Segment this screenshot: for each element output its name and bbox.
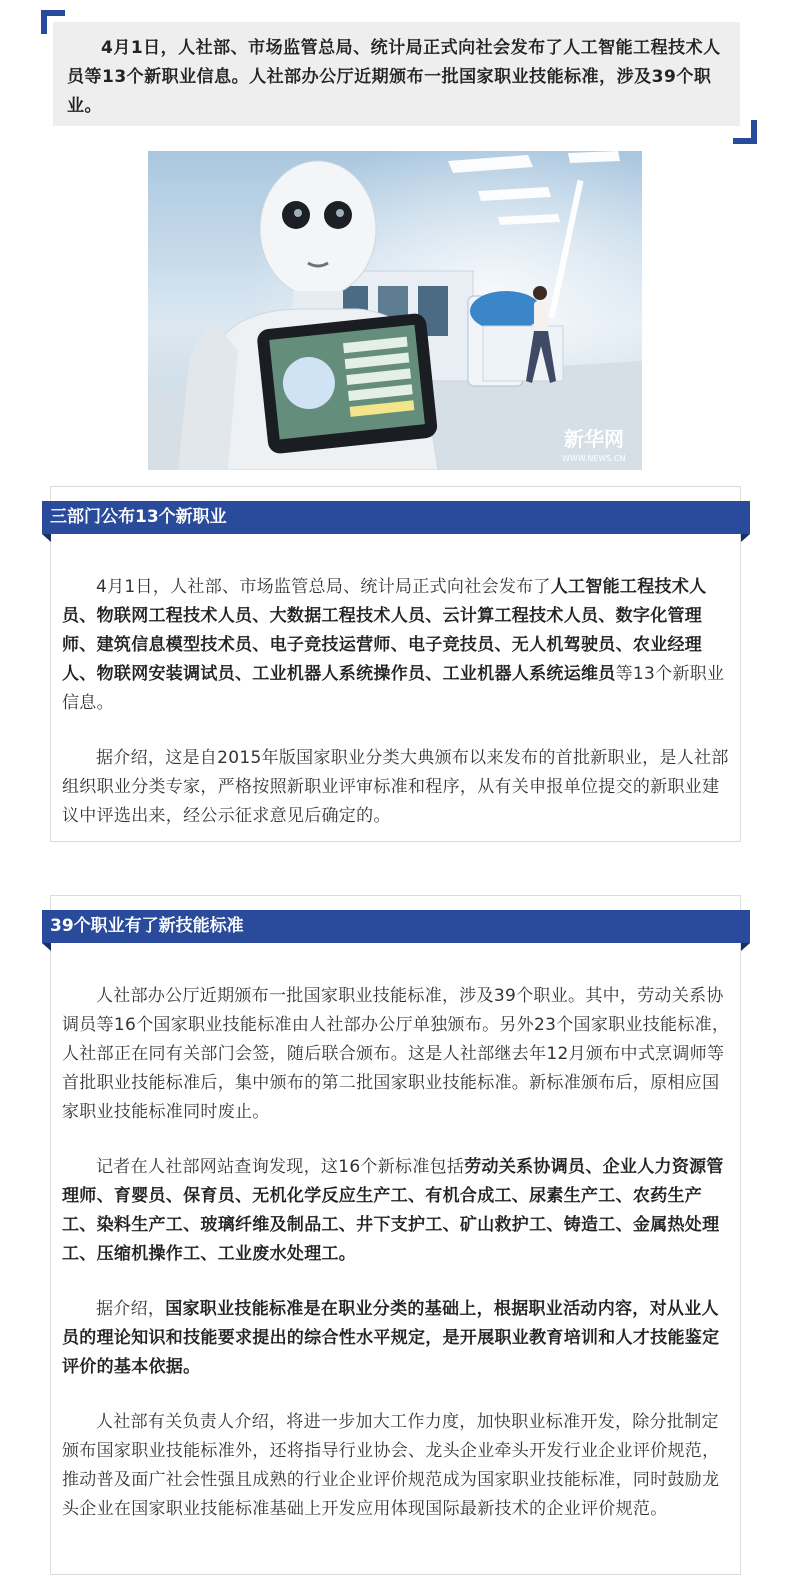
watermark-logo: 新华网 bbox=[564, 427, 624, 451]
robot-photo bbox=[148, 151, 642, 470]
paragraph: 记者在人社部网站查询发现，这16个新标准包括劳动关系协调员、企业人力资源管理师、育婴员、保育员、无机化学反应生产工、有机合成工、尿素生产工、农药生产工、染料生产工、玻璃纤维及制品工、井下支护工、矿山救护工、铸造工、金属热处理工、压缩机操作工、工业废水处理工。 bbox=[62, 1157, 724, 1264]
quote-corner-bottom-right bbox=[733, 120, 757, 144]
section-card-new-occupations bbox=[50, 486, 741, 842]
watermark-url: WWW.NEWS.CN bbox=[562, 454, 626, 463]
robot-tablet bbox=[256, 312, 438, 454]
paragraph: 据介绍，国家职业技能标准是在职业分类的基础上，根据职业活动内容，对从业人员的理论知识和技能要求提出的综合性水平规定，是开展职业教育培训和人才技能鉴定评价的基本依据。 bbox=[62, 1299, 720, 1377]
intro-quote-box bbox=[53, 22, 740, 126]
highlighted-text: 国家职业技能标准是在职业分类的基础上，根据职业活动内容，对从业人员的理论知识和技能要求提出的综合性水平规定，是开展职业教育培训和人才技能鉴定评价的基本依据。 bbox=[62, 1299, 720, 1377]
highlighted-text: 人工智能工程技术人员、物联网工程技术人员、大数据工程技术人员、云计算工程技术人员、数字化管理师、建筑信息模型技术员、电子竞技运营师、电子竞技员、无人机驾驶员、农业经理人、物联网安装调试员、工业机器人系统操作员、工业机器人系统运维员 bbox=[62, 577, 707, 684]
paragraph: 人社部办公厅近期颁布一批国家职业技能标准，涉及39个职业。其中，劳动关系协调员等16个国家职业技能标准由人社部办公厅单独颁布。另外23个国家职业技能标准，人社部正在同有关部门会签，随后联合颁布。这是人社部继去年12月颁布中式烹调师等首批职业技能标准后，集中颁布的第二批国家职业技能标准。新标准颁布后，原相应国家职业技能标准同时废止。 bbox=[62, 986, 730, 1122]
section-title: 三部门公布13个新职业 bbox=[50, 507, 227, 527]
section-title: 39个职业有了新技能标准 bbox=[50, 916, 244, 936]
section-banner bbox=[42, 501, 750, 534]
section-banner bbox=[42, 910, 750, 943]
paragraph: 4月1日，人社部、市场监管总局、统计局正式向社会发布了人工智能工程技术人员、物联网工程技术人员、大数据工程技术人员、云计算工程技术人员、数字化管理师、建筑信息模型技术员、电子竞技运营师、电子竞技员、无人机驾驶员、农业经理人、物联网安装调试员、工业机器人系统操作员、工业机器人系统运维员等13个新职业信息。 bbox=[62, 577, 725, 713]
section-card-skill-standards bbox=[50, 895, 741, 1575]
intro-text: 4月1日，人社部、市场监管总局、统计局正式向社会发布了人工智能工程技术人员等13个新职业信息。人社部办公厅近期颁布一批国家职业技能标准，涉及39个职业。 bbox=[67, 38, 721, 116]
highlighted-text: 劳动关系协调员、企业人力资源管理师、育婴员、保育员、无机化学反应生产工、有机合成工、尿素生产工、农药生产工、染料生产工、玻璃纤维及制品工、井下支护工、矿山救护工、铸造工、金属热处理工、压缩机操作工、工业废水处理工。 bbox=[62, 1157, 724, 1264]
robot-photo-graphic bbox=[148, 151, 642, 470]
paragraph: 据介绍，这是自2015年版国家职业分类大典颁布以来发布的首批新职业，是人社部组织职业分类专家，严格按照新职业评审标准和程序，从有关申报单位提交的新职业建议中评选出来，经公示征求意见后确定的。 bbox=[62, 748, 729, 826]
section-body bbox=[62, 982, 730, 1550]
section-body bbox=[62, 573, 730, 857]
paragraph: 人社部有关负责人介绍，将进一步加大工作力度，加快职业标准开发，除分批制定颁布国家职业技能标准外，还将指导行业协会、龙头企业牵头开发行业企业评价规范，推动普及面广社会性强且成熟的行业企业评价规范成为国家职业技能标准，同时鼓励龙头企业在国家职业技能标准基础上开发应用体现国际最新技术的企业评价规范。 bbox=[62, 1412, 720, 1519]
